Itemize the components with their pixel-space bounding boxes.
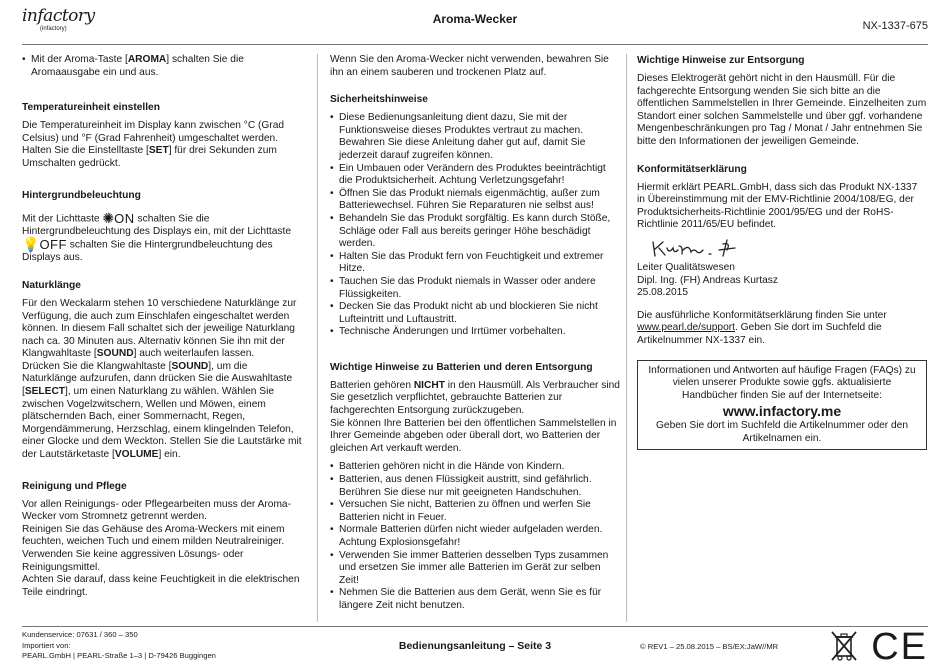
storage-text: Wenn Sie den Aroma-Wecker nicht verwenden, bewahren Sie ihn an einem sauberen und trockenen Platz auf.	[330, 54, 609, 78]
conformity-text: Hiermit erklärt PEARL.GmbH, dass sich das Produkt NX-1337 in Übereinstimmung mit der EMV-Richtlinie 2004/108/EG, der Produktsicherheits-Richtlinie 2001/95/EG und der RoHS-Richtlinie 2011/65/EU befindet.	[637, 181, 918, 231]
temperature-heading: Temperatureinheit einstellen	[22, 102, 160, 114]
safety-list	[330, 112, 622, 339]
weee-bin-icon	[830, 630, 858, 662]
list-item: • Decken Sie das Produkt nicht ab und blockieren Sie nicht Lufteintritt und Luftaustritt.	[330, 301, 622, 326]
page-header	[0, 0, 950, 44]
column-middle	[330, 54, 622, 613]
signer-name: Dipl. Ing. (FH) Andreas Kurtasz	[637, 274, 778, 286]
list-item: • Behandeln Sie das Produkt sorgfältig. Es kann durch Stöße, Schläge oder Fall aus bereits geringer Höhe beschädigt werden.	[330, 213, 622, 251]
nature-sounds-text-1: Für den Weckalarm stehen 10 verschiedene Naturklänge zur Verfügung, die auch zum Einschlafen eingeschaltet werden können. In diesem Fall schaltet sich der jeweilige Naturklang nach ca. 30 Minuten aus. Alternativ können Sie ihn mit der Klangwahltaste [SOUND] auch weiterlaufen lassen.	[22, 297, 297, 360]
battery-heading: Wichtige Hinweise zu Batterien und deren Entsorgung	[330, 361, 593, 373]
column-left	[22, 54, 304, 599]
list-item: • Verwenden Sie immer Batterien desselben Typs zusammen und ersetzen Sie immer alle Batterien im Gerät zur selben Zeit!	[330, 550, 622, 588]
page-label: Bedienungsanleitung – Seite 3	[398, 640, 552, 652]
handwritten-signature	[649, 236, 769, 260]
logo-subtext: (infactory)	[40, 26, 67, 32]
backlight-text: Mit der Lichttaste ✺ON schalten Sie die Hintergrundbeleuchtung des Displays ein, mit der Lichttaste 💡OFF schalten Sie die Hintergrundbeleuchtung des Displays aus.	[22, 209, 291, 264]
list-item: • Halten Sie das Produkt fern von Feuchtigkeit und extremer Hitze.	[330, 251, 622, 276]
signature-date: 25.08.2015	[637, 287, 688, 299]
full-declaration-text: Die ausführliche Konformitätserklärung finden Sie unter www.pearl.de/support. Geben Sie dort im Suchfeld die Artikelnummer NX-1337 ein.	[637, 309, 887, 346]
support-link[interactable]: www.pearl.de/support	[637, 322, 735, 334]
column-right	[637, 54, 927, 450]
nature-sounds-heading: Naturklänge	[22, 279, 81, 291]
light-off-icon: 💡OFF	[22, 236, 67, 253]
list-item: • Batterien, aus denen Flüssigkeit austritt, sind gefährlich. Berühren Sie diese nur mit geeigneten Handschuhen.	[330, 474, 622, 499]
cleaning-text-3: Verwenden Sie keine aggressiven Lösungs- oder Reinigungsmittel.	[22, 549, 244, 573]
logo-script: infactory	[22, 6, 95, 26]
safety-heading: Sicherheitshinweise	[330, 94, 428, 106]
document-title: Aroma-Wecker	[432, 12, 518, 26]
faq-search-text: Geben Sie dort im Suchfeld die Artikelnummer oder den Artikelnamen ein.	[656, 420, 908, 444]
list-item: • Tauchen Sie das Produkt niemals in Wasser oder andere Flüssigkeiten.	[330, 276, 622, 301]
ce-mark: CE	[871, 626, 928, 668]
aroma-list	[22, 54, 304, 79]
importer-label: Importiert von:	[22, 640, 71, 650]
list-item: • Technische Änderungen und Irrtümer vorbehalten.	[330, 326, 622, 339]
model-number: NX-1337-675	[862, 20, 928, 32]
footer-divider	[22, 626, 928, 627]
list-item: • Batterien gehören nicht in die Hände von Kindern.	[330, 461, 622, 474]
battery-list	[330, 461, 622, 612]
list-item: • Ein Umbauen oder Verändern des Produktes beeinträchtigt die Produktsicherheit. Achtung Verletzungsgefahr!	[330, 163, 622, 188]
cleaning-text-1: Vor allen Reinigungs- oder Pflegearbeiten muss der Aroma-Wecker vom Stromnetz getrennt werden.	[22, 498, 291, 523]
certification-marks	[830, 626, 928, 668]
list-item: • Normale Batterien dürfen nicht wieder aufgeladen werden. Achtung Explosionsgefahr!	[330, 524, 622, 549]
cleaning-heading: Reinigung und Pflege	[22, 480, 127, 492]
disposal-text: Dieses Elektrogerät gehört nicht in den Hausmüll. Für die fachgerechte Entsorgung wenden Sie sich bitte an die öffentlichen Sammelstellen in Ihrer Gemeinde. Einzelheiten zum Standort einer solchen Sammelstelle und über ggf. vorhandene Mengenbeschränkungen pro Tag / Monat / Jahr entnehmen Sie bitte den Informationen der jeweiligen Gemeinde.	[637, 73, 927, 147]
cleaning-text-4: Achten Sie darauf, dass keine Feuchtigkeit in die elektrischen Teile eindringt.	[22, 574, 300, 598]
light-on-icon: ✺ON	[102, 209, 135, 226]
backlight-heading: Hintergrundbeleuchtung	[22, 189, 141, 201]
disposal-heading: Wichtige Hinweise zur Entsorgung	[637, 55, 805, 66]
temperature-text: Die Temperatureinheit im Display kann zwischen °C (Grad Celsius) und °F (Grad Fahrenheit) umgeschaltet werden. Halten Sie die Einstelltaste [SET] für drei Sekunden zum Umschalten gedrückt.	[22, 120, 285, 169]
importer-address: PEARL.GmbH | PEARL-Straße 1–3 | D-79426 Buggingen	[22, 651, 216, 661]
column-divider	[317, 54, 318, 622]
conformity-heading: Konformitätserklärung	[637, 163, 747, 175]
faq-text: Informationen und Antworten auf häufige Fragen (FAQs) zu vielen unserer Produkte sowie ggfs. aktualisierte Handbücher finden Sie auf der Internetseite:	[648, 364, 916, 401]
nature-sounds-text-2: Drücken Sie die Klangwahltaste [SOUND], um die Naturklänge aufzurufen, dann drücken Sie die Auswahltaste [SELECT], um einen Naturklang zu wählen. Wählen Sie zwischen Vogelzwitschern, Wellen und Möwen, einem plätschernden Bach, einer Sommernacht, Regen, Morgendämmerung, Herzschlag, einem klingelnden Telefon, einer Glocke und dem Weckton. Stellen Sie die Lautstärke mit der Lautstärketaste [VOLUME] ein.	[22, 360, 302, 461]
signature	[649, 236, 927, 260]
revision-info: © REV1 – 25.08.2015 – BS/EX:JaW//MR	[640, 642, 779, 651]
infactory-url-link[interactable]: www.infactory.me	[722, 403, 842, 420]
customer-service: Kundenservice: 07631 / 360 – 350	[22, 630, 138, 639]
list-item: • Nehmen Sie die Batterien aus dem Gerät, wenn Sie es für längere Zeit nicht benutzen.	[330, 587, 622, 612]
list-item: • Diese Bedienungsanleitung dient dazu, Sie mit der Funktionsweise dieses Produktes vertraut zu machen. Bewahren Sie diese Anleitung daher gut auf, damit Sie jederzeit darauf zugreifen können.	[330, 112, 622, 162]
battery-text-1: Batterien gehören NICHT in den Hausmüll. Als Verbraucher sind Sie gesetzlich verpflichtet, gebrauchte Batterien zur fachgerechten Entsorgung zurückzugeben.	[330, 379, 620, 417]
list-item: • Versuchen Sie nicht, Batterien zu öffnen und werfen Sie Batterien nicht in Feuer.	[330, 499, 622, 524]
faq-info-box	[637, 360, 927, 451]
column-divider	[626, 54, 627, 622]
header-divider	[22, 44, 928, 45]
battery-text-2: Sie können Ihre Batterien bei den öffentlichen Sammelstellen in Ihrer Gemeinde abgeben oder überall dort, wo Batterien der gleichen Art verkauft werden.	[330, 417, 617, 454]
cleaning-text-2: Reinigen Sie das Gehäuse des Aroma-Weckers mit einem feuchten, weichen Tuch und einem milden Neutralreiniger.	[22, 523, 285, 548]
aroma-bullet: • Mit der Aroma-Taste [AROMA] schalten Sie die Aromaausgabe ein und aus.	[22, 54, 304, 79]
signer-title: Leiter Qualitätswesen	[637, 261, 735, 273]
list-item: • Öffnen Sie das Produkt niemals eigenmächtig, außer zum Batteriewechsel. Führen Sie Reparaturen nie selbst aus!	[330, 188, 622, 213]
